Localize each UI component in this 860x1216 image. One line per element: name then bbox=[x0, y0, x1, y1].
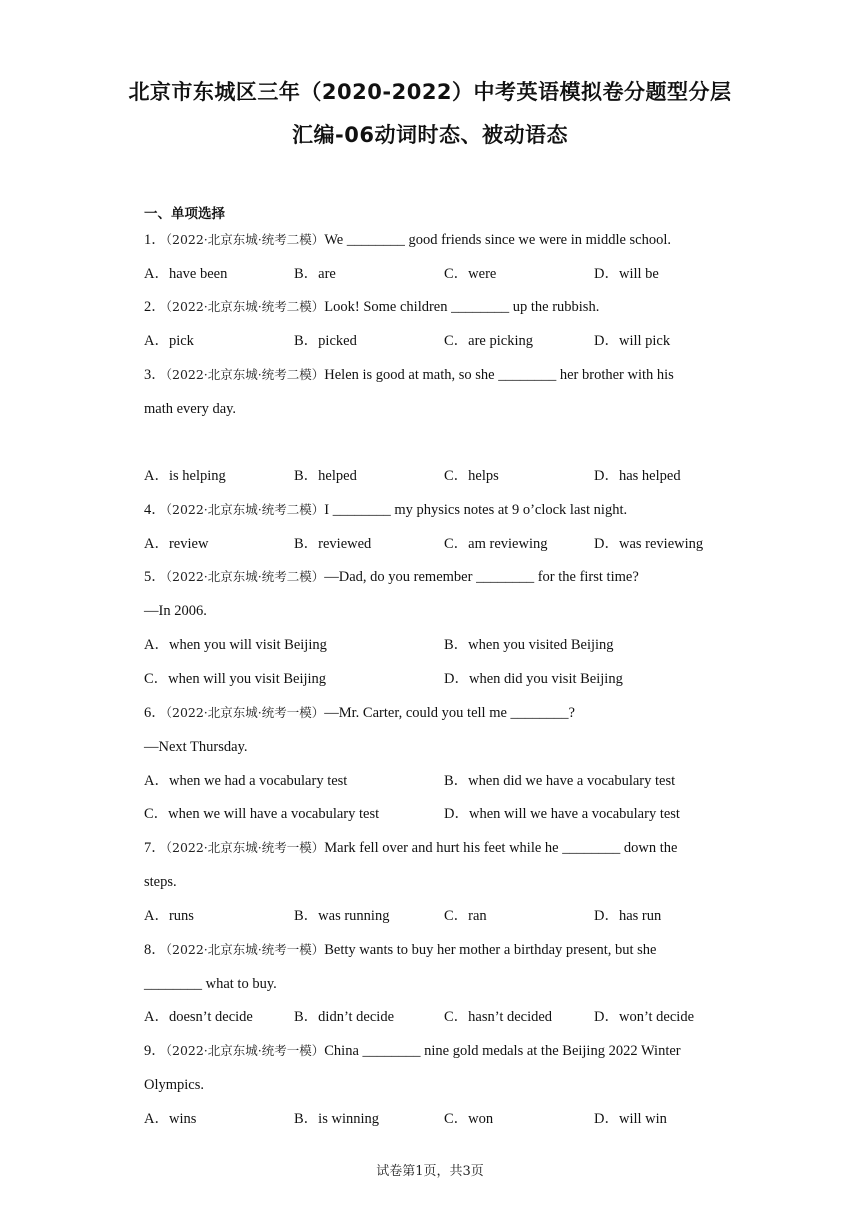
question-5-option-b: B．when you visited Beijing bbox=[444, 637, 614, 653]
question-1-option-b: B．are bbox=[294, 266, 336, 282]
question-text: Helen is good at math, so she ________ her brother with his bbox=[324, 367, 674, 383]
question-2-option-d: D．will pick bbox=[594, 333, 671, 349]
question-text: I ________ my physics notes at 9 o’clock last night. bbox=[324, 502, 628, 518]
question-number: 6． bbox=[144, 705, 166, 721]
question-9-option-b: B．is winning bbox=[294, 1111, 379, 1127]
question-7-option-a: A．runs bbox=[144, 908, 194, 924]
question-4-option-b: B．reviewed bbox=[294, 536, 372, 552]
question-text: China ________ nine gold medals at the Beijing 2022 Winter bbox=[324, 1043, 681, 1059]
page-footer: 试卷第1页，共3页 bbox=[376, 1164, 484, 1179]
question-source: （2022·北京东城·统考一模） bbox=[165, 942, 325, 957]
question-text: Look! Some children ________ up the rubbish. bbox=[324, 299, 600, 315]
question-2-option-a: A．pick bbox=[144, 333, 194, 349]
question-source: （2022·北京东城·统考一模） bbox=[165, 705, 325, 720]
question-6-stem bbox=[144, 703, 724, 723]
question-5-option-c: C．when will you visit Beijing bbox=[144, 671, 327, 687]
question-3-option-c: C．helps bbox=[444, 468, 499, 484]
question-4-stem bbox=[144, 500, 724, 520]
question-6-option-d: D．when will we have a vocabulary test bbox=[444, 806, 680, 822]
question-5-dialogue-reply: —In 2006. bbox=[144, 603, 207, 619]
question-number: 4． bbox=[144, 502, 166, 518]
question-source: （2022·北京东城·统考一模） bbox=[165, 840, 325, 855]
question-9-option-a: A．wins bbox=[144, 1111, 197, 1127]
question-text: —Dad, do you remember ________ for the first time? bbox=[324, 569, 639, 585]
question-source: （2022·北京东城·统考二模） bbox=[165, 367, 325, 382]
question-source: （2022·北京东城·统考一模） bbox=[165, 1043, 325, 1058]
question-source: （2022·北京东城·统考二模） bbox=[165, 232, 325, 247]
question-9-stem bbox=[144, 1041, 724, 1061]
section-heading: 一、单项选择 bbox=[144, 206, 225, 222]
question-8-option-a: A．doesn’t decide bbox=[144, 1009, 253, 1025]
question-1-stem bbox=[144, 230, 724, 250]
question-1-option-d: D．will be bbox=[594, 266, 659, 282]
question-6-option-c: C．when we will have a vocabulary test bbox=[144, 806, 380, 822]
question-7-option-c: C．ran bbox=[444, 908, 487, 924]
question-source: （2022·北京东城·统考二模） bbox=[165, 299, 325, 314]
question-text: We ________ good friends since we were in middle school. bbox=[324, 232, 672, 248]
question-7-option-d: D．has run bbox=[594, 908, 662, 924]
question-text: Mark fell over and hurt his feet while he ________ down the bbox=[324, 840, 678, 856]
question-8-option-d: D．won’t decide bbox=[594, 1009, 694, 1025]
question-8-stem-continued: ________ what to buy. bbox=[144, 976, 277, 992]
question-6-dialogue-reply: —Next Thursday. bbox=[144, 739, 248, 755]
question-7-option-b: B．was running bbox=[294, 908, 390, 924]
question-3-stem-continued: math every day. bbox=[144, 401, 237, 417]
question-3-option-b: B．helped bbox=[294, 468, 357, 484]
question-1-option-a: A．have been bbox=[144, 266, 228, 282]
question-3-stem bbox=[144, 365, 724, 385]
question-5-option-a: A．when you will visit Beijing bbox=[144, 637, 327, 653]
question-4-option-c: C．am reviewing bbox=[444, 536, 548, 552]
question-7-stem-continued: steps. bbox=[144, 874, 177, 890]
question-4-option-a: A．review bbox=[144, 536, 209, 552]
question-8-option-b: B．didn’t decide bbox=[294, 1009, 395, 1025]
question-number: 9． bbox=[144, 1043, 166, 1059]
question-5-stem bbox=[144, 567, 724, 587]
document-title-line2: 汇编-06动词时态、被动语态 bbox=[292, 123, 568, 147]
question-8-option-c: C．hasn’t decided bbox=[444, 1009, 553, 1025]
question-2-option-b: B．picked bbox=[294, 333, 357, 349]
question-number: 5． bbox=[144, 569, 166, 585]
question-text: —Mr. Carter, could you tell me ________? bbox=[324, 705, 575, 721]
question-number: 7． bbox=[144, 840, 166, 856]
question-4-option-d: D．was reviewing bbox=[594, 536, 704, 552]
question-1-option-c: C．were bbox=[444, 266, 497, 282]
question-2-option-c: C．are picking bbox=[444, 333, 533, 349]
question-text: Betty wants to buy her mother a birthday present, but she bbox=[324, 942, 657, 958]
question-7-stem bbox=[144, 838, 724, 858]
question-source: （2022·北京东城·统考二模） bbox=[165, 502, 325, 517]
question-number: 2． bbox=[144, 299, 166, 315]
question-number: 8． bbox=[144, 942, 166, 958]
question-9-stem-continued: Olympics. bbox=[144, 1077, 205, 1093]
question-8-stem bbox=[144, 940, 724, 960]
question-3-option-a: A．is helping bbox=[144, 468, 226, 484]
question-2-stem bbox=[144, 297, 724, 317]
question-9-option-c: C．won bbox=[444, 1111, 494, 1127]
question-source: （2022·北京东城·统考二模） bbox=[165, 569, 325, 584]
question-number: 1． bbox=[144, 232, 166, 248]
question-6-option-b: B．when did we have a vocabulary test bbox=[444, 773, 676, 789]
question-3-option-d: D．has helped bbox=[594, 468, 681, 484]
document-title-line1: 北京市东城区三年（2020-2022）中考英语模拟卷分题型分层 bbox=[128, 80, 732, 104]
question-6-option-a: A．when we had a vocabulary test bbox=[144, 773, 348, 789]
question-number: 3． bbox=[144, 367, 166, 383]
question-9-option-d: D．will win bbox=[594, 1111, 667, 1127]
question-5-option-d: D．when did you visit Beijing bbox=[444, 671, 623, 687]
